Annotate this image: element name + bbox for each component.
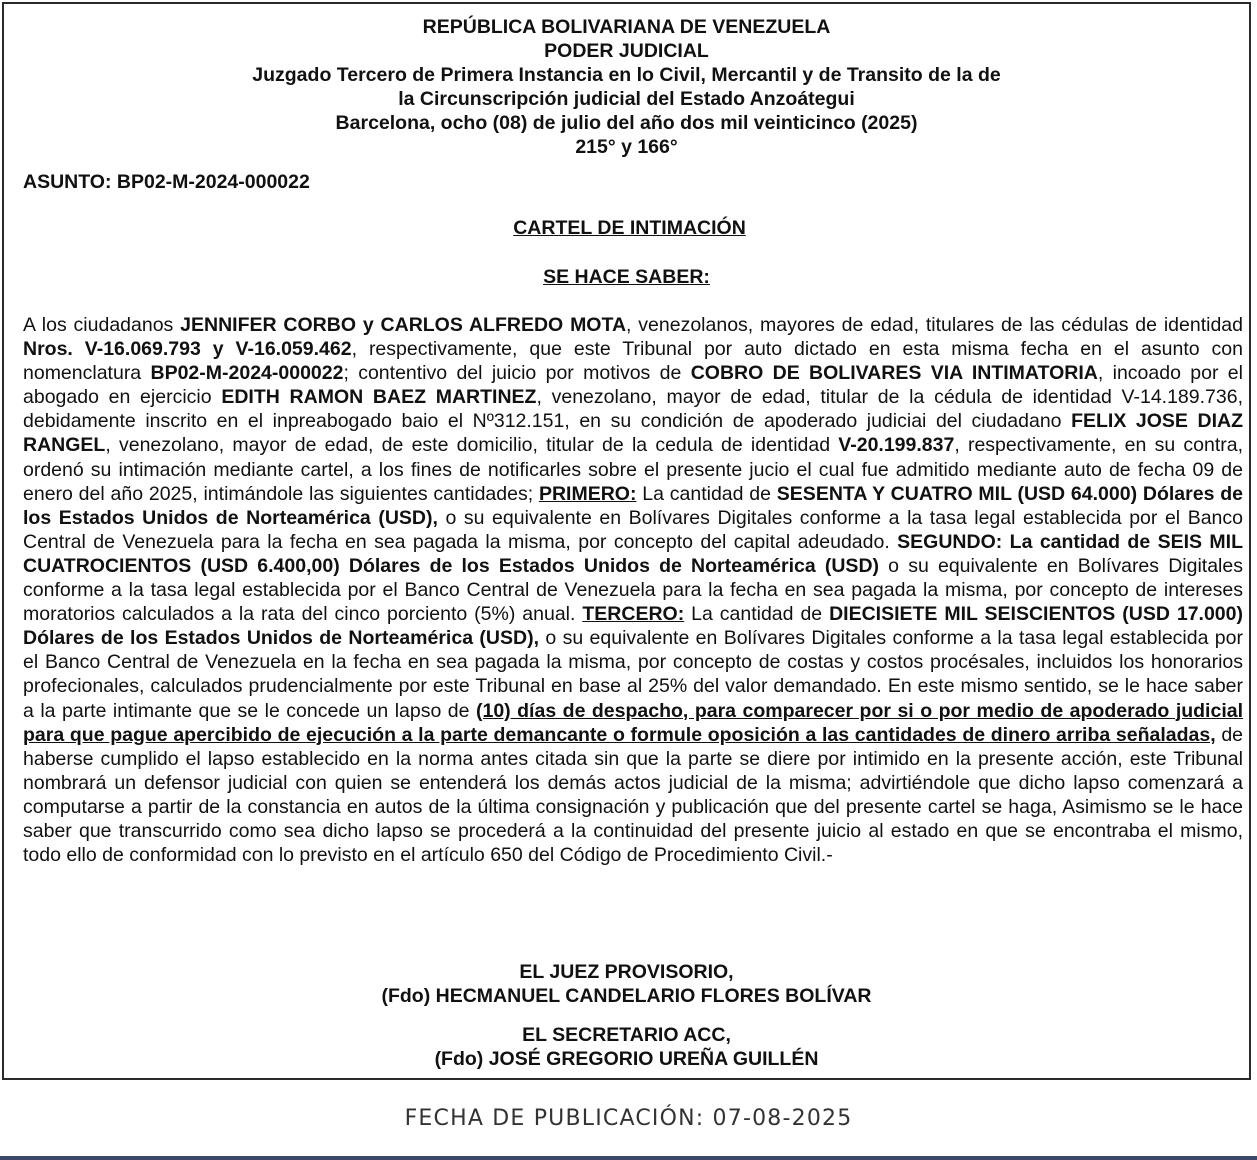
segundo-amount: SEGUNDO: La cantidad de SEIS MIL CUATROCIENTOS (USD 6.400,00) Dólares de los Estados Unidos de Norteamérica (USD) (23, 530, 1243, 577)
judge-title: EL JUEZ PROVISORIO, (519, 961, 734, 983)
case-nomenclature: BP02-M-2024-000022 (150, 362, 344, 385)
body-text-segment: de haberse cumplido el lapso establecido en la norma antes citada sin que la parte se diere por intimido en la presente acción, este Tribunal nombrará un defensor judicial con quien se entenderá los demás actos judicial de la misma; advirtiéndole que dicho lapso comenzará a computarse a partir de la constancia en autos de la última consignación y publicación que del presente cartel se haga, Asimismo se le hace saber que transcurrido como sea dicho lapso se procederá a la continuidad del presente juicio al estado en que se encontraba el mismo, todo ello de conformidad con lo previsto en el artículo 650 del Código de Procedimiento Civil.- (23, 723, 1244, 867)
hace-saber-title: SE HACE SABER: (543, 266, 710, 288)
plaintiff-id: V-20.199.837 (838, 434, 955, 457)
tercero-amount: DIECISIETE MIL SEISCIENTOS (USD 17.000) Dólares de los Estados Unidos de Norteamérica (USD), (23, 603, 1243, 650)
cartel-title: CARTEL DE INTIMACIÓN (513, 217, 746, 239)
secretary-name: (Fdo) JOSÉ GREGORIO UREÑA GUILLÉN (434, 1048, 819, 1070)
footer-rule (0, 1156, 1257, 1160)
body-text-segment: La cantidad de (684, 603, 830, 626)
publication-date: FECHA DE PUBLICACIÓN: 07-08-2025 (404, 1106, 853, 1131)
body-text-segment: o su equivalente en Bolívares Digitales conforme a la tasa legal establecida por el Banco Central de Venezuela para la fecha en sea pagada la misma, por concepto del capital adeudado. (23, 506, 1243, 553)
court-header (4, 15, 1249, 159)
case-number: ASUNTO: BP02-M-2024-000022 (23, 171, 310, 193)
body-text-segment: , venezolano, mayor de edad, de este domicilio, titular de la cedula de identidad (105, 434, 839, 457)
judge-signature (4, 960, 1249, 1008)
body-text-segment: , incoado por el abogado en ejercicio (23, 362, 1243, 409)
body-text-segment: ; contentivo del juicio por motivos de (343, 362, 691, 385)
defendants-ids: Nros. V-16.069.793 y V-16.059.462 (23, 338, 352, 361)
secretary-title: EL SECRETARIO ACC, (522, 1024, 731, 1046)
notice-body (23, 313, 1243, 867)
judge-name: (Fdo) HECMANUEL CANDELARIO FLORES BOLÍVAR (381, 985, 872, 1007)
defendants-names: JENNIFER CORBO y CARLOS ALFREDO MOTA (180, 314, 627, 336)
header-line-judicial: PODER JUDICIAL (544, 40, 709, 62)
header-line-date: Barcelona, ocho (08) de julio del año dos mil veinticinco (2025) (335, 112, 918, 134)
plaintiff-name: FELIX JOSE DIAZ RANGEL (23, 410, 1243, 457)
header-line-republic: REPÚBLICA BOLIVARIANA DE VENEZUELA (422, 16, 831, 38)
body-text-segment: A los ciudadanos (23, 314, 181, 336)
header-line-circuit: la Circunscripción judicial del Estado Anzoátegui (398, 88, 855, 110)
primero-amount: SESENTA Y CUATRO MIL (USD 64.000) Dólares de los Estados Unidos de Norteamérica (USD), (23, 482, 1243, 529)
body-text-segment: , venezolanos, mayores de edad, titulares de las cédulas de identidad (626, 314, 1243, 336)
attorney-name: EDITH RAMON BAEZ MARTINEZ (221, 386, 537, 409)
claim-type: COBRO DE BOLIVARES VIA INTIMATORIA (690, 362, 1098, 385)
body-text-segment: La cantidad de (636, 482, 777, 505)
body-text-segment: , respectivamente, en su contra, ordenó su intimación mediante cartel, a los fines de notificarles sobre el presente jucio el cual fue admitido mediante auto de fecha 09 de enero del año 2025, intimándole las siguientes cantidades; (23, 434, 1243, 505)
tercero-label: TERCERO: (582, 603, 685, 626)
header-line-years: 215° y 166° (575, 136, 678, 158)
body-text-segment: o su equivalente en Bolívares Digitales conforme a la tasa legal establecida por el Banco Central de Venezuela para la fecha en sea pagada la misma, por concepto de intereses moratorios calculados a la rata del cinco porciento (5%) anual. (23, 554, 1243, 626)
primero-label: PRIMERO: (538, 482, 637, 505)
secretary-signature (4, 1023, 1249, 1071)
body-text-segment: o su equivalente en Bolívares Digitales conforme a la tasa legal establecida por el Banco Central de Venezuela en la fecha en sea pagada la misma, por concepto de costas y costos procésales, incluidos los honorarios profecionales, calculados prudencialmente por este Tribunal en base al 25% del valor demandado. En este mismo sentido, se le hace saber a la parte intimante que se le concede un lapso de (23, 627, 1243, 722)
header-line-court: Juzgado Tercero de Primera Instancia en lo Civil, Mercantil y de Transito de la de (252, 64, 1001, 86)
body-text-segment: , respectivamente, que este Tribunal por auto dictado en esta misma fecha en el asunto con nomenclatura (23, 338, 1243, 385)
deadline-clause: (10) días de despacho, para comparecer por si o por medio de apoderado judicial para que pague apercibido de ejecución a la parte demancante o formule oposición a las cantidades de dinero arriba señaladas, (23, 699, 1244, 746)
notice-box (2, 2, 1251, 1080)
body-text-segment: , venezolano, mayor de edad, titular de la cédula de identidad V-14.189.736, debidamente inscrito en el inpreabogado baio el Nº312.151, en su condición de apoderado judiciai del ciudadano (23, 386, 1243, 433)
